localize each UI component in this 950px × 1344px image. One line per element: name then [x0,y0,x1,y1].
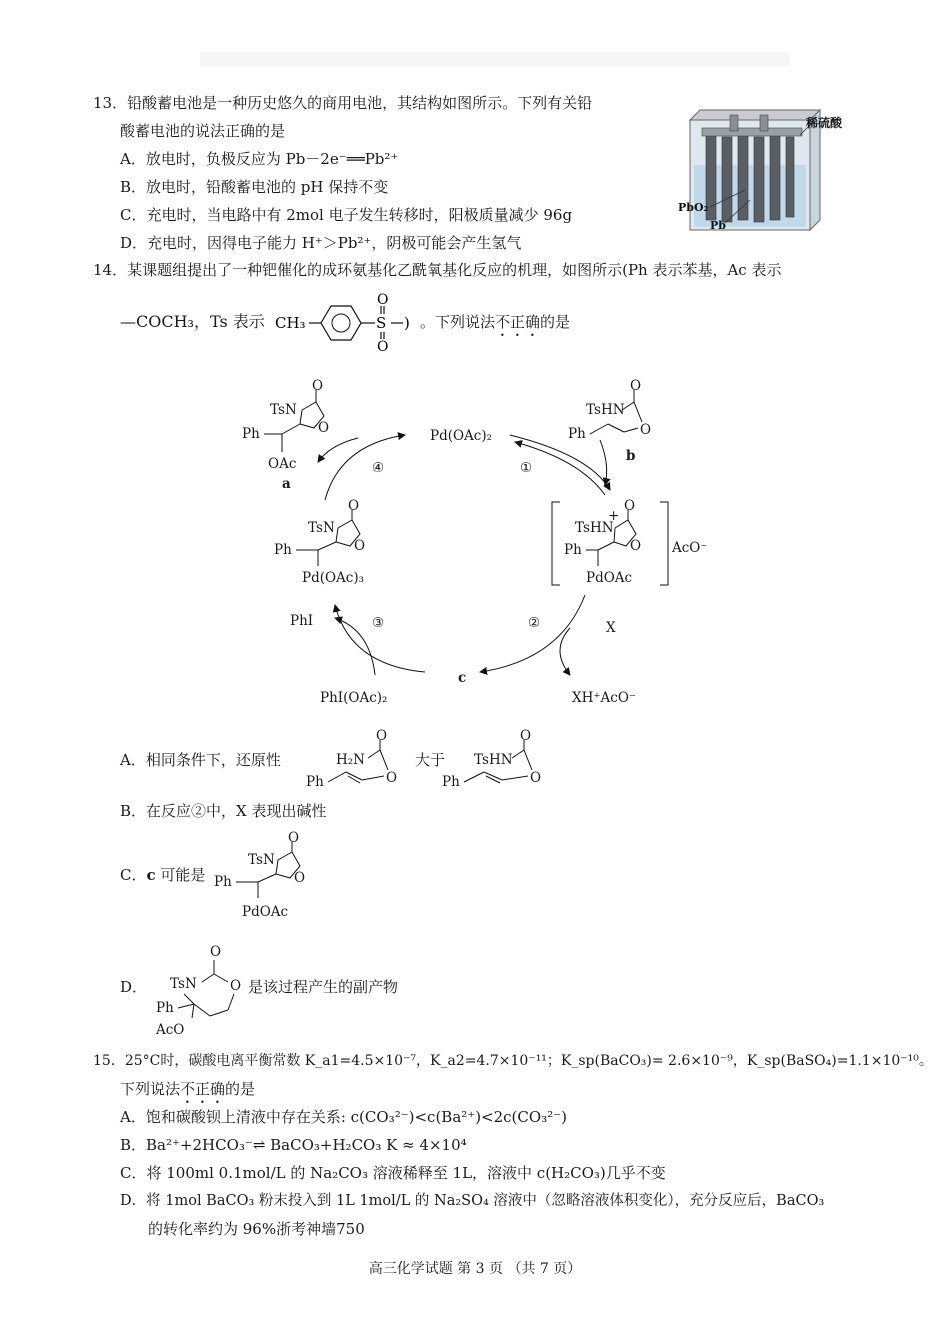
pd-oac2-label: Pd(OAc)₂ [430,428,493,444]
header-band [200,52,790,66]
svg-text:TsN: TsN [170,976,197,992]
q15-option-d-line1: D．将 1mol BaCO₃ 粉末投入到 1L 1mol/L 的 Na₂SO₄ 溶液中（忽略溶液体积变化），充分反应后，BaCO₃ [120,1193,825,1209]
lead-acid-battery-figure [670,95,870,240]
svg-text:PdOAc: PdOAc [242,904,289,920]
option-c-pd-structure [212,828,322,924]
q13-stem-line1: 13．铅酸蓄电池是一种历史悠久的商用电池，其结构如图所示。下列有关铅 [93,94,593,112]
svg-text:Ph: Ph [242,426,260,442]
svg-text:OAc: OAc [268,456,297,472]
step-2-label: ② [528,615,541,631]
q14-option-a-prefix: A．相同条件下，还原性 [120,751,281,769]
svg-text:O: O [210,944,222,960]
q14-option-a-greater-than: 大于 [415,751,446,769]
svg-text:O: O [312,378,324,394]
page-footer: 高三化学试题 第 3 页 （共 7 页） [368,1261,582,1277]
q14-stem-line2-b: 。下列说法不正确的是 [420,313,571,331]
q13-stem-line2: 酸蓄电池的说法正确的是 [120,122,286,140]
svg-text:O: O [354,538,366,554]
svg-text:O: O [288,830,300,846]
q14-emphasis-not-correct: 不正确 [495,313,541,331]
q15-stem-line1: 15．25°C时，碳酸电离平衡常数 K_a1=4.5×10⁻⁷，K_a2=4.7×10⁻¹¹；K_sp(BaCO₃)= 2.6×10⁻⁹，K_sp(BaSO₄)=1.1×10⁻¹⁰。 [93,1053,933,1069]
svg-text:O: O [294,870,306,886]
fig-label-pbo2: PbO₂ [678,201,709,214]
svg-text:TsN: TsN [248,852,275,868]
q14-stem-line2-a: —COCH₃，Ts 表示 [120,312,265,331]
svg-text:TsHN: TsHN [586,402,625,418]
q14-option-d-prefix: D． [120,978,148,996]
svg-text:O: O [624,498,636,514]
svg-text:PdOAc: PdOAc [586,570,633,586]
svg-text:O: O [520,728,532,744]
q15-stem-line2: 下列说法不正确的是 [120,1080,256,1098]
svg-text:b: b [626,448,636,464]
svg-text:a: a [282,476,291,492]
substrate-b-structure [568,378,651,464]
svg-text:O: O [318,420,330,436]
pd-iv-intermediate-structure [274,498,365,586]
svg-text:O: O [376,728,388,744]
q15-option-a: A．饱和碳酸钡上清液中存在关系: c(CO₃²⁻)<c(Ba²⁺)<2c(CO₃²⁻) [120,1108,567,1126]
svg-text:Ph: Ph [568,426,586,442]
svg-text:O: O [348,498,360,514]
step-4-label: ④ [372,460,385,476]
svg-text:Ph: Ph [214,874,232,890]
fig-label-pb: Pb [710,219,726,232]
q14-option-c-text: C．c 可能是 [120,866,206,884]
reagent-x-label: X [606,620,616,636]
ts-sulfur: S [376,314,387,332]
svg-text:TsHN: TsHN [575,520,614,536]
svg-text:+: + [608,508,620,524]
svg-text:AcO: AcO [156,1022,185,1038]
svg-text:TsN: TsN [308,520,335,536]
svg-text:H₂N: H₂N [336,752,365,768]
product-a-structure [242,378,329,492]
q15-option-c: C．将 100ml 0.1mol/L 的 Na₂CO₃ 溶液稀释至 1L，溶液中 c(H₂CO₃)几乎不变 [120,1164,666,1182]
svg-text:O: O [230,978,242,994]
svg-text:Ph: Ph [442,774,460,790]
svg-text:TsN: TsN [270,402,297,418]
q15-option-d-line2: 的转化率约为 96%浙考神墙750 [148,1220,365,1238]
xh-aco-label: XH⁺AcO⁻ [572,690,637,706]
svg-text:Ph: Ph [306,774,324,790]
svg-text:AcO⁻: AcO⁻ [672,540,708,556]
catalytic-cycle-diagram [230,378,708,710]
svg-text:Ph: Ph [274,542,292,558]
svg-text:O: O [640,422,652,438]
intermediate-c-label: c [458,670,467,686]
ammonium-intermediate-structure [552,498,708,586]
ts-oxygen-top: O [377,292,389,308]
q13-option-d: D．充电时，因得电子能力 H⁺＞Pb²⁺，阴极可能会产生氢气 [120,234,522,252]
q13-option-b: B．放电时，铅酸蓄电池的 pH 保持不变 [120,178,389,196]
phioac2-label: PhI(OAc)₂ [320,690,388,706]
q14-option-d-text: 是该过程产生的副产物 [248,978,399,996]
option-d-side-product-structure [148,938,248,1038]
step-3-label: ③ [372,615,385,631]
svg-text:): ) [404,314,410,332]
tosyl-structure [275,290,425,355]
svg-text:Pd(OAc)₃: Pd(OAc)₃ [302,570,365,586]
svg-text:O: O [530,770,542,786]
option-a-carbamate-nhts-structure [440,728,560,792]
svg-text:O: O [630,538,642,554]
option-a-carbamate-nh2-structure [300,728,410,792]
step-1-label: ① [520,460,533,476]
ts-oxygen-bottom: O [377,339,389,355]
ts-ch3: CH₃ [275,314,306,332]
q13-option-c: C．充电时，当电路中有 2mol 电子发生转移时，阳极质量减少 96g [120,206,573,224]
svg-text:TsHN: TsHN [474,752,513,768]
phi-label: PhI [290,613,314,629]
fig-label-dilute-acid: 稀硫酸 [806,116,843,130]
q15-option-b: B．Ba²⁺+2HCO₃⁻⇌ BaCO₃+H₂CO₃ K ≈ 4×10⁴ [120,1136,467,1154]
q13-option-a: A．放电时，负极反应为 Pb－2e⁻══Pb²⁺ [120,150,399,168]
svg-text:Ph: Ph [564,542,582,558]
q14-option-b: B．在反应②中，X 表现出碱性 [120,802,327,820]
q14-stem-line1: 14．某课题组提出了一种钯催化的成环氨基化乙酰氧基化反应的机理，如图所示(Ph 表示苯基，Ac 表示 [93,261,782,279]
q15-emphasis-not-correct: 不正确 [180,1080,226,1098]
svg-text:O: O [630,378,642,394]
svg-text:Ph: Ph [156,1000,174,1016]
svg-text:O: O [386,770,398,786]
